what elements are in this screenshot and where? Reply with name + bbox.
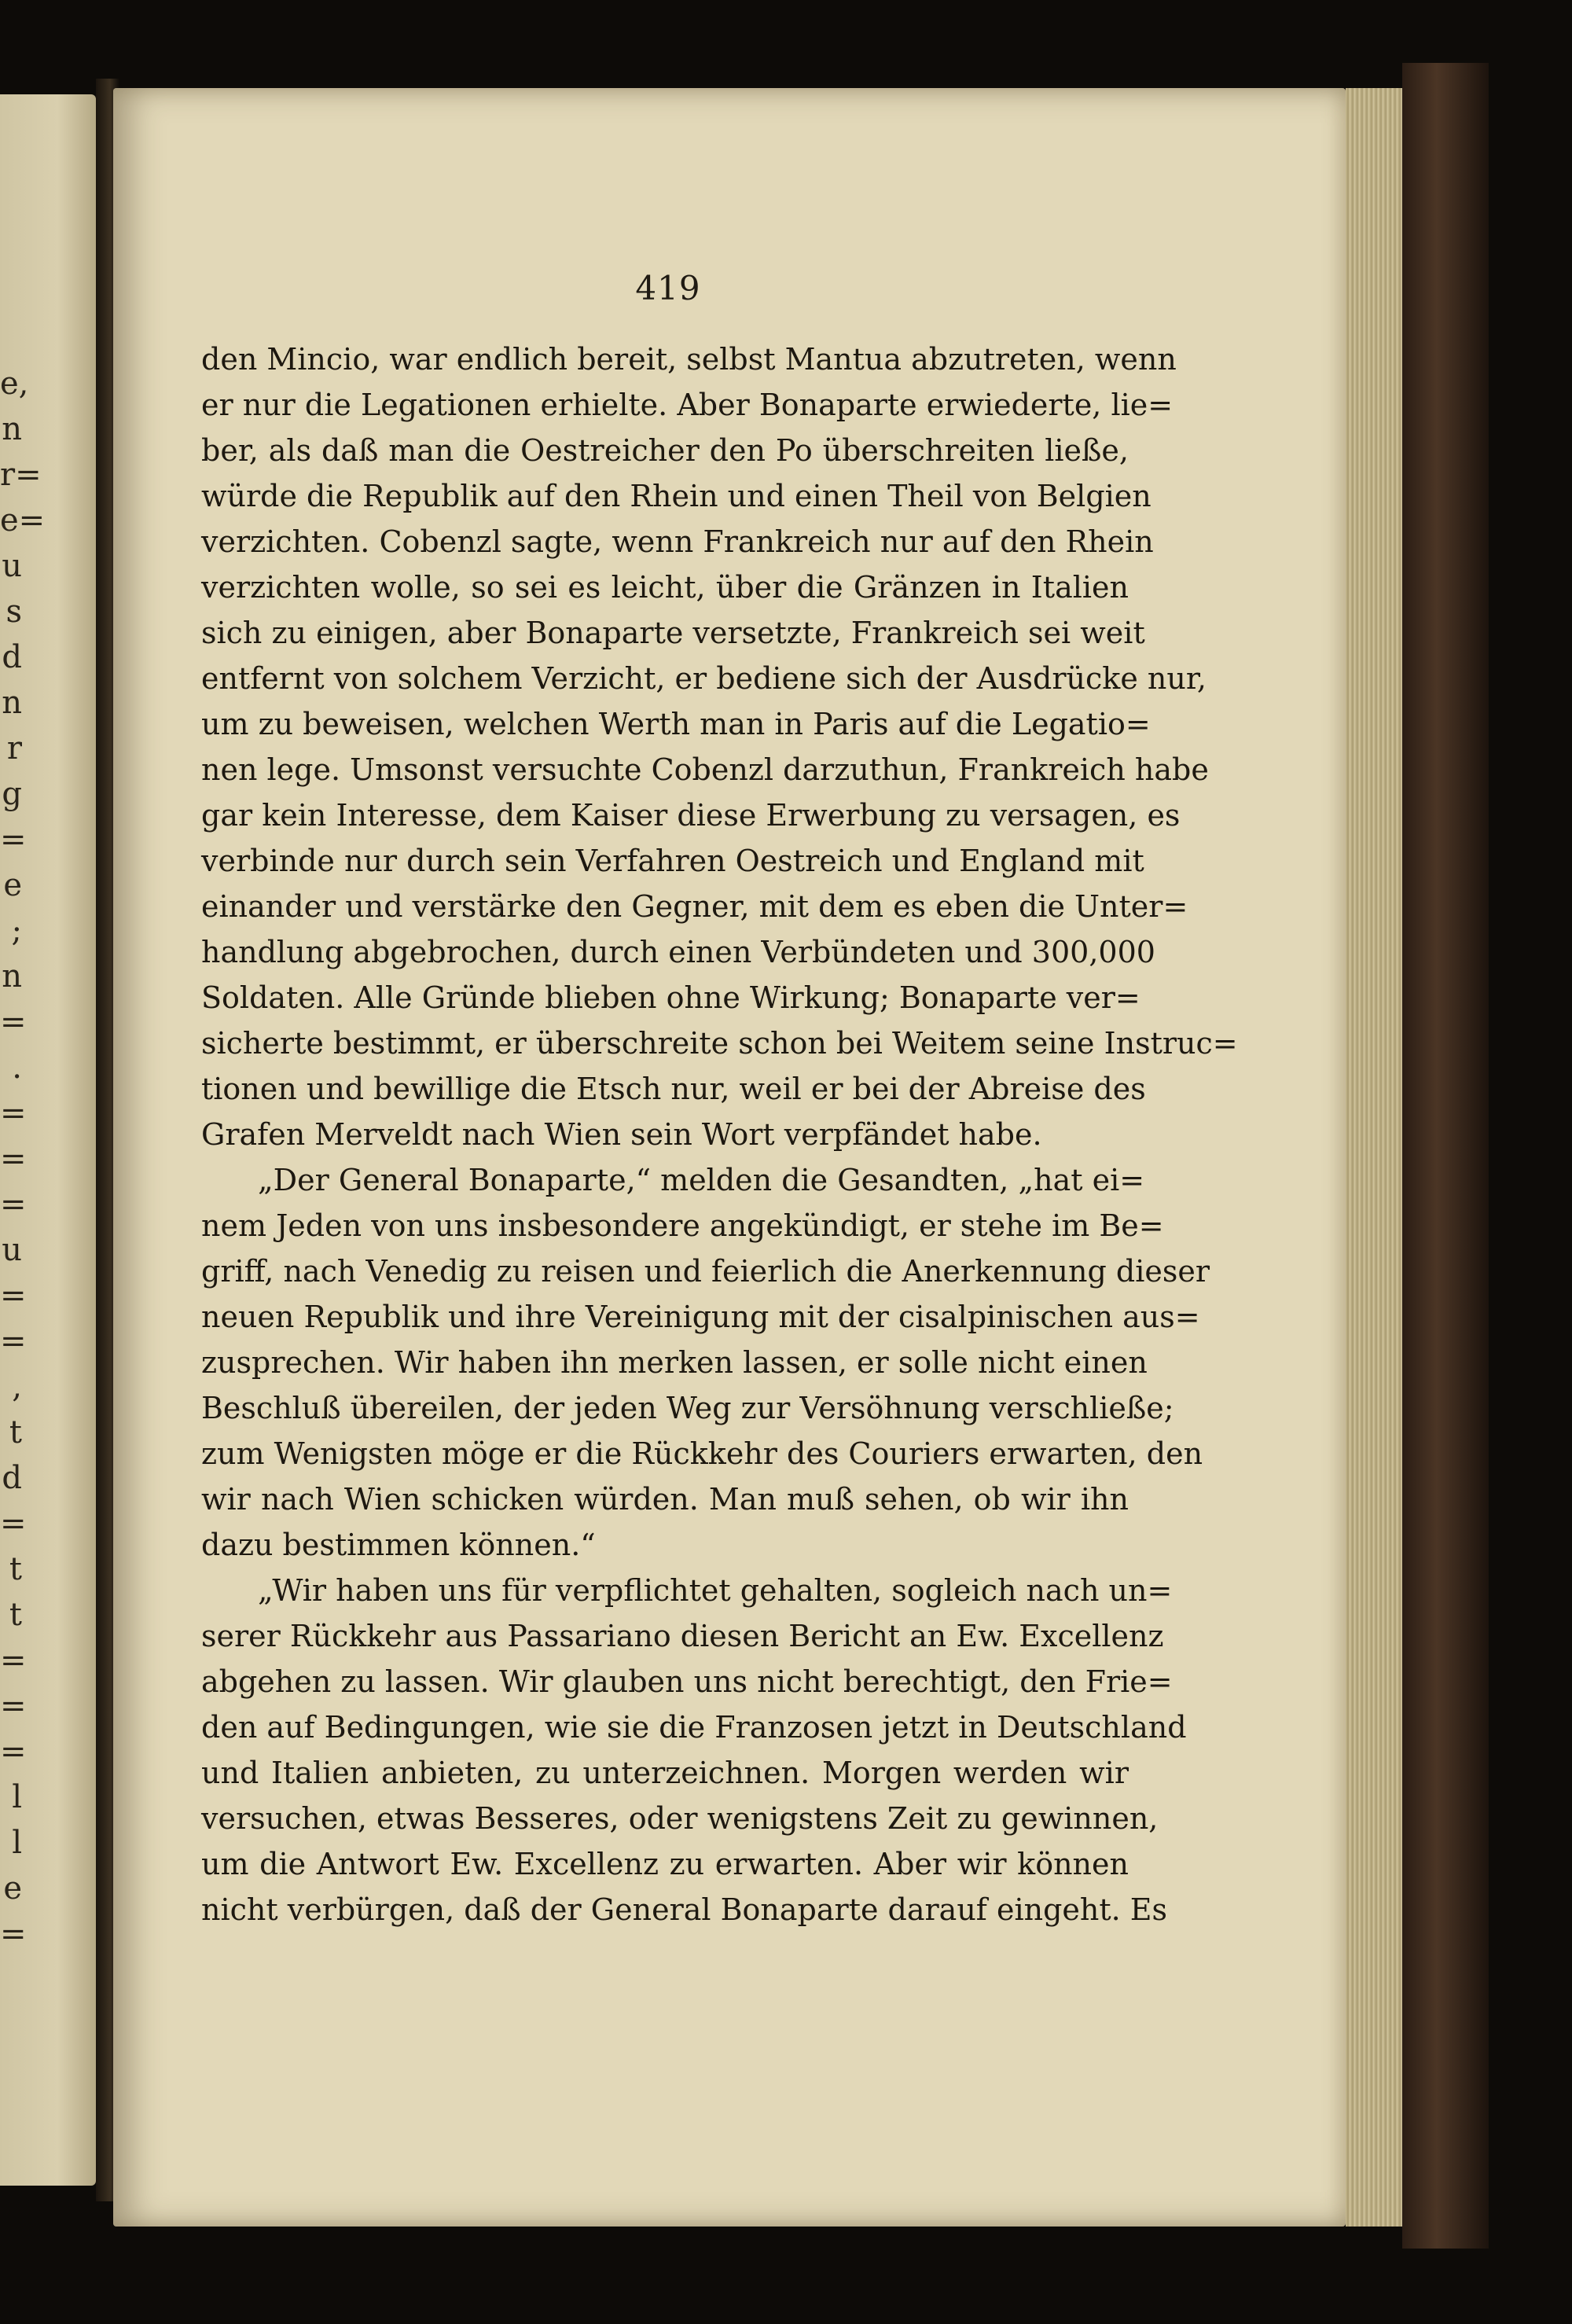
left-page-fragment: . [12,1050,22,1086]
left-page-edge [0,94,96,2186]
text-line: Grafen Merveldt nach Wien sein Wort verpfändet habe. [201,1117,1042,1152]
page-number: 419 [635,269,701,307]
text-line: er nur die Legationen erhielte. Aber Bonaparte erwiederte, lie= [201,388,1173,422]
text-line: würde die Republik auf den Rhein und einen Theil von Belgien [201,479,1151,513]
text-line: entfernt von solchem Verzicht, er bediene sich der Ausdrücke nur, [201,661,1207,696]
text-line: Soldaten. Alle Gründe blieben ohne Wirkung; Bonaparte ver= [201,980,1140,1015]
left-page-fragment: = [0,1734,27,1770]
text-line: um die Antwort Ew. Excellenz zu erwarten. Aber wir können [201,1847,1129,1881]
page-stack-edge [1346,88,1402,2227]
text-line: dazu bestimmen können.“ [201,1528,596,1562]
left-page-fragment: u [2,548,22,584]
left-page-fragment: g [2,776,22,812]
text-line: ber, als daß man die Oestreicher den Po überschreiten ließe, [201,433,1129,468]
text-line: verzichten. Cobenzl sagte, wenn Frankreich nur auf den Rhein [201,524,1154,559]
left-page-fragment: , [12,1369,22,1405]
left-page-fragment: ; [11,913,22,949]
text-line: neuen Republik und ihre Vereinigung mit der cisalpinischen aus= [201,1300,1200,1334]
left-page-fragment: = [0,1095,27,1131]
left-page-fragment: = [0,822,27,858]
text-line: verbinde nur durch sein Verfahren Oestreich und England mit [201,844,1144,878]
text-line: den auf Bedingungen, wie sie die Franzosen jetzt in Deutschland [201,1710,1187,1745]
text-line: zum Wenigsten möge er die Rückkehr des Couriers erwarten, den [201,1436,1203,1471]
text-line: abgehen zu lassen. Wir glauben uns nicht berechtigt, den Frie= [201,1664,1173,1699]
text-line: versuchen, etwas Besseres, oder wenigstens Zeit zu gewinnen, [201,1801,1159,1836]
text-line: „Der General Bonaparte,“ melden die Gesandten, „hat ei= [258,1163,1145,1197]
left-page-fragment: n [2,411,22,447]
left-page-fragment: e [3,1870,22,1907]
text-line: nicht verbürgen, daß der General Bonaparte darauf eingeht. Es [201,1892,1168,1927]
text-line: einander und verstärke den Gegner, mit dem es eben die Unter= [201,889,1188,924]
left-page-fragment: = [0,1916,27,1952]
left-page-fragment: = [0,1004,27,1040]
left-page-fragment: e [3,867,22,903]
left-page-fragment: t [9,1551,22,1587]
left-page-fragment: d [2,639,22,675]
left-page-fragment: e, [0,366,29,402]
left-page-fragment: e= [0,502,46,539]
book-cover-edge [1402,63,1489,2249]
left-page-fragment: d [2,1460,22,1496]
text-line: nem Jeden von uns insbesondere angekündigt, er stehe im Be= [201,1208,1164,1243]
text-line: handlung abgebrochen, durch einen Verbündeten und 300,000 [201,935,1155,969]
left-page-fragment: = [0,1506,27,1542]
left-page-fragment: s [6,594,22,630]
left-page-fragment: l [12,1779,22,1815]
text-line: verzichten wolle, so sei es leicht, über die Gränzen in Italien [201,570,1129,605]
left-page-fragment: = [0,1141,27,1177]
left-page-fragment: n [2,958,22,995]
text-line: den Mincio, war endlich bereit, selbst Mantua abzutreten, wenn [201,342,1177,377]
left-page-fragment: t [9,1414,22,1451]
left-page-fragment: u [2,1232,22,1268]
text-line: zusprechen. Wir haben ihn merken lassen, er solle nicht einen [201,1345,1148,1380]
text-line: serer Rückkehr aus Passariano diesen Bericht an Ew. Excellenz [201,1619,1164,1653]
text-line: um zu beweisen, welchen Werth man in Paris auf die Legatio= [201,707,1151,741]
left-page-fragment: r [6,730,22,767]
left-page-fragment: = [0,1278,27,1314]
left-page-fragment: = [0,1642,27,1679]
text-line: Beschluß übereilen, der jeden Weg zur Versöhnung verschließe; [201,1391,1174,1425]
text-line: gar kein Interesse, dem Kaiser diese Erwerbung zu versagen, es [201,798,1181,833]
text-line: und Italien anbieten, zu unterzeichnen. Morgen werden wir [201,1756,1129,1790]
text-line: „Wir haben uns für verpflichtet gehalten, sogleich nach un= [258,1573,1173,1608]
text-line: nen lege. Umsonst versuchte Cobenzl darzuthun, Frankreich habe [201,752,1209,787]
text-line: tionen und bewillige die Etsch nur, weil er bei der Abreise des [201,1072,1146,1106]
left-page-fragment: l [12,1825,22,1861]
left-page-fragment: r= [0,457,42,493]
left-page-fragment: = [0,1186,27,1223]
text-line: wir nach Wien schicken würden. Man muß sehen, ob wir ihn [201,1482,1129,1517]
text-line: sich zu einigen, aber Bonaparte versetzte, Frankreich sei weit [201,616,1145,650]
page-text [201,336,1238,1932]
text-line: sicherte bestimmt, er überschreite schon bei Weitem seine Instruc= [201,1026,1238,1061]
left-page-fragment: n [2,685,22,721]
left-page-fragment: t [9,1597,22,1633]
left-page-fragment: = [0,1688,27,1724]
text-line: griff, nach Venedig zu reisen und feierlich die Anerkennung dieser [201,1254,1210,1289]
left-page-fragment: = [0,1323,27,1359]
